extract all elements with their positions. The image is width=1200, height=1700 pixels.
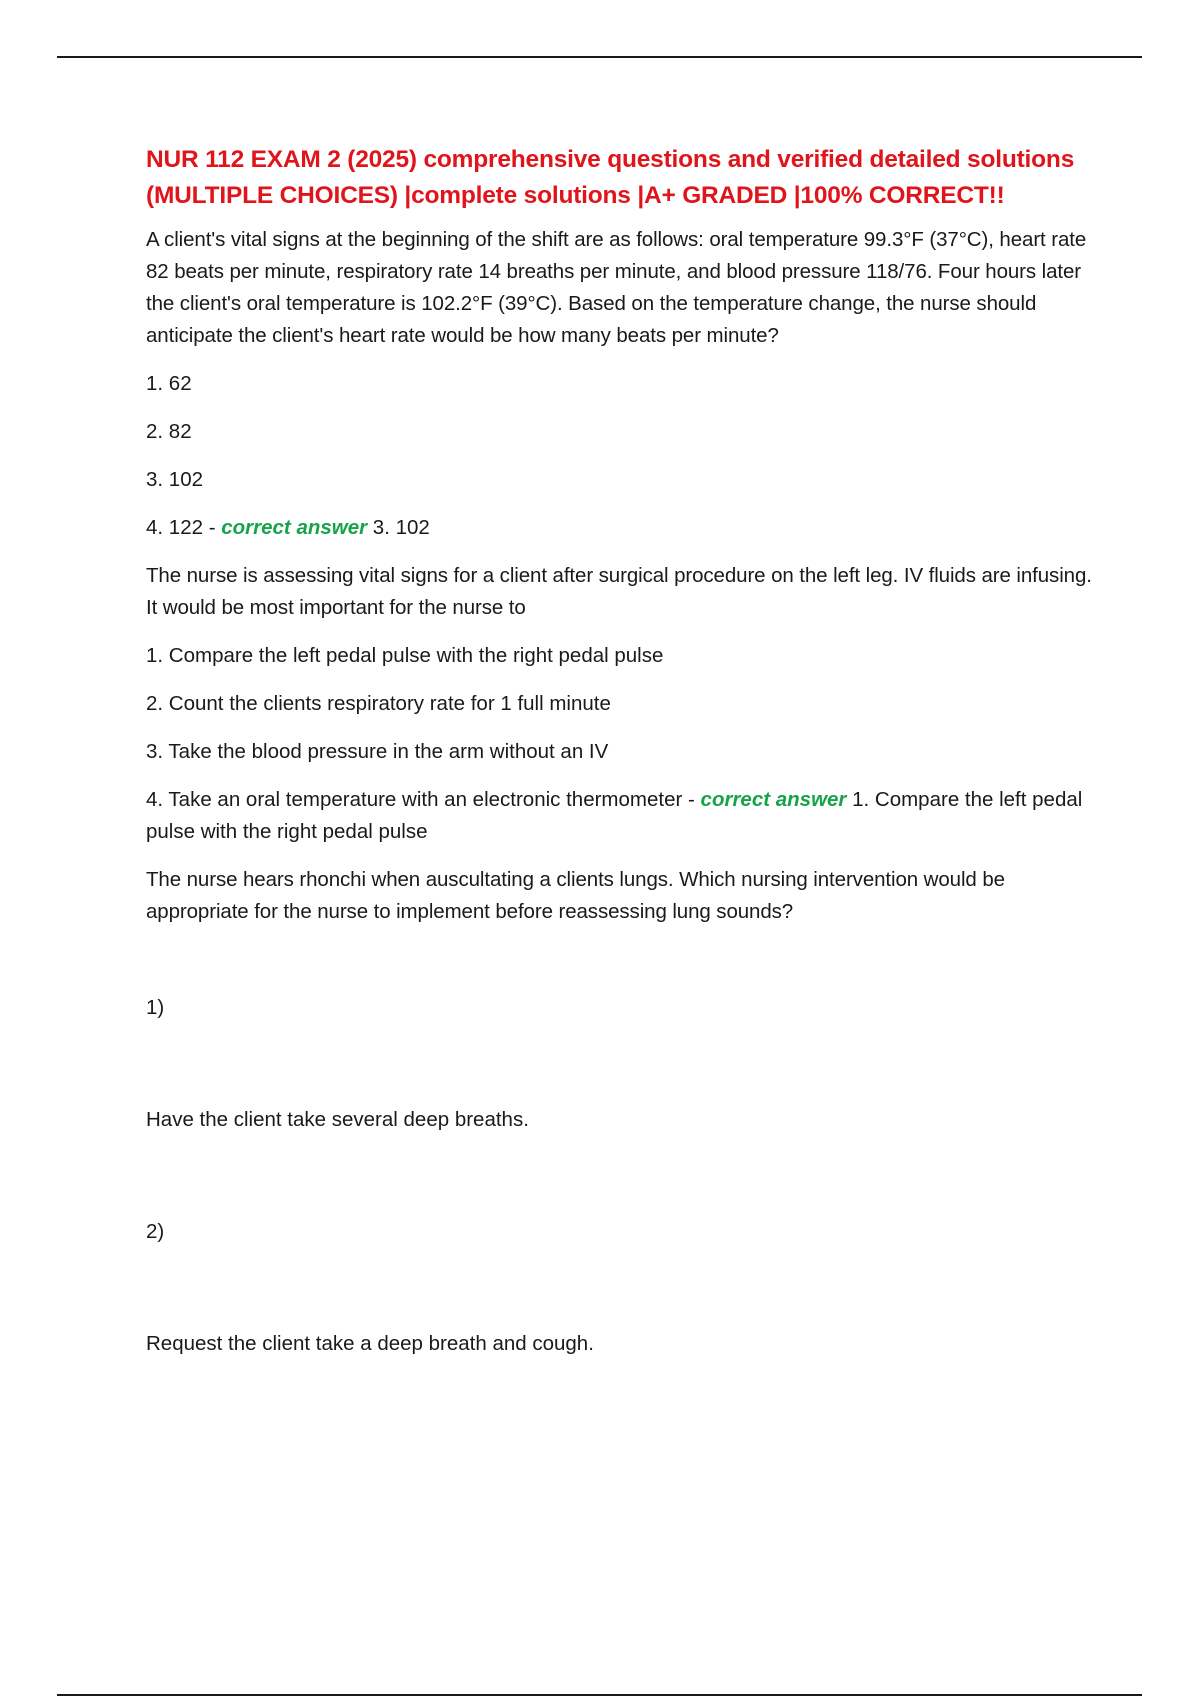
question-3-option-2-text: Request the client take a deep breath and cough. bbox=[146, 1332, 594, 1355]
top-divider bbox=[57, 56, 1142, 58]
question-3-option-2-number: 2) bbox=[146, 1220, 165, 1243]
bottom-divider bbox=[57, 1694, 1142, 1696]
question-2-option-1: 1. Compare the left pedal pulse with the right pedal pulse bbox=[146, 644, 664, 667]
question-1-answer: 3. 102 bbox=[372, 516, 430, 539]
question-3-option-1-number: 1) bbox=[146, 996, 165, 1019]
question-1-option-2: 2. 82 bbox=[146, 420, 192, 443]
question-1-option-3: 3. 102 bbox=[146, 468, 203, 491]
correct-answer-label: correct answer bbox=[700, 788, 847, 811]
question-1-option-4: 4. 122 bbox=[146, 516, 203, 539]
question-2-answer: 1. Compare the left pedal pulse with the right pedal pulse bbox=[146, 788, 1083, 843]
document-title: NUR 112 EXAM 2 (2025) comprehensive questions and verified detailed solutions (MULTIPLE CHOICES) |complete solutions |A+ GRADED |100% CORRECT!! bbox=[146, 146, 1075, 209]
question-2-option-3: 3. Take the blood pressure in the arm without an IV bbox=[146, 740, 609, 763]
question-3-option-1-text: Have the client take several deep breaths. bbox=[146, 1108, 529, 1131]
question-2-option-4-with-answer: 4. Take an oral temperature with an electronic thermometer - correct answer 1. Compare the left pedal pulse with the right pedal pulse bbox=[146, 788, 1083, 843]
question-1-option-4-with-answer: 4. 122 - correct answer 3. 102 bbox=[146, 516, 430, 539]
question-3-stem: The nurse hears rhonchi when auscultating a clients lungs. Which nursing intervention would be appropriate for the nurse to implement before reassessing lung sounds? bbox=[146, 868, 1005, 923]
question-2-option-2: 2. Count the clients respiratory rate for 1 full minute bbox=[146, 692, 611, 715]
document-body bbox=[146, 142, 1096, 1376]
question-2-stem: The nurse is assessing vital signs for a client after surgical procedure on the left leg. IV fluids are infusing. It would be most important for the nurse to bbox=[146, 564, 1092, 619]
question-1-stem: A client's vital signs at the beginning of the shift are as follows: oral temperature 99.3°F (37°C), heart rate 82 beats per minute, respiratory rate 14 breaths per minute, and blood pressure 118/76. Four hours later the client's oral temperature is 102.2°F (39°C). Based on the temperature change, the nurse should anticipate the client's heart rate would be how many beats per minute? bbox=[146, 228, 1087, 347]
correct-answer-label: correct answer bbox=[221, 516, 368, 539]
question-2-option-4: 4. Take an oral temperature with an electronic thermometer bbox=[146, 788, 683, 811]
question-1-option-1: 1. 62 bbox=[146, 372, 192, 395]
